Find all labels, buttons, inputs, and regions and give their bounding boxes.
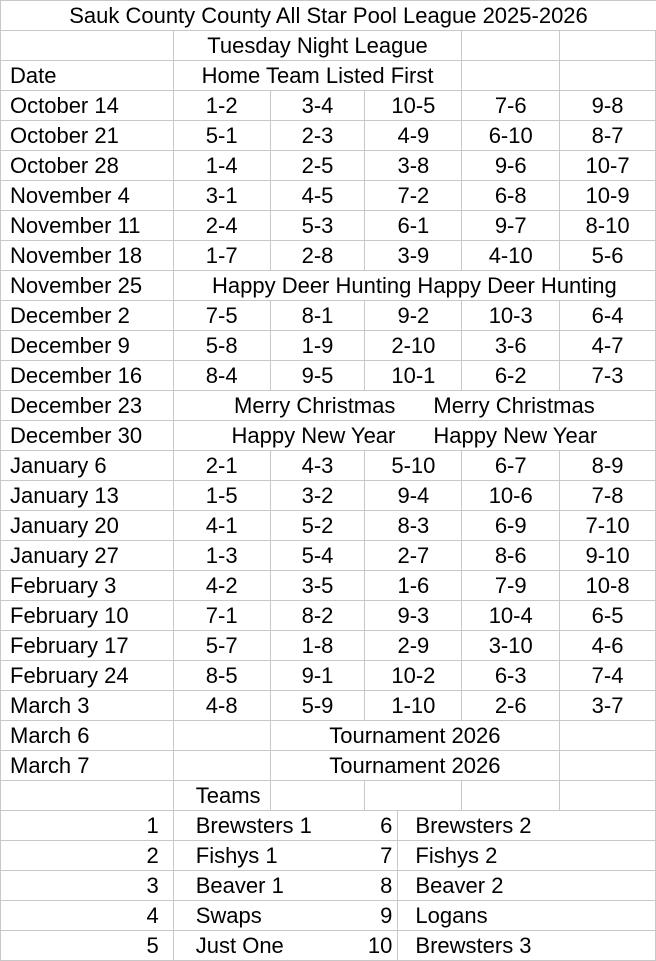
empty-cell	[1, 31, 174, 61]
date-cell: January 13	[1, 481, 174, 511]
date-cell: February 24	[1, 661, 174, 691]
date-cell: February 17	[1, 631, 174, 661]
schedule-row	[1, 211, 656, 241]
match-cell: 1-7	[174, 241, 271, 271]
empty-cell	[462, 31, 560, 61]
match-cell: 7-3	[560, 361, 656, 391]
match-cell: 2-4	[174, 211, 271, 241]
team-number: 3	[1, 871, 174, 901]
match-cell: 1-5	[174, 481, 271, 511]
schedule-row	[1, 91, 656, 121]
empty-cell	[174, 721, 271, 751]
match-cell: 5-3	[271, 211, 366, 241]
match-cell: 4-6	[560, 631, 656, 661]
team-name-cell	[174, 841, 399, 871]
team-name: Brewsters 2	[398, 811, 656, 841]
match-cell: 3-10	[462, 631, 560, 661]
match-cell: 10-5	[365, 91, 462, 121]
empty-cell	[560, 721, 656, 751]
match-cell: 7-10	[560, 511, 656, 541]
date-cell: October 14	[1, 91, 174, 121]
match-cell: 9-6	[462, 151, 560, 181]
schedule-row	[1, 121, 656, 151]
match-cell: 4-8	[174, 691, 271, 721]
header-row	[1, 61, 656, 91]
match-cell: 2-5	[271, 151, 366, 181]
empty-cell	[1, 781, 174, 811]
match-cell: 6-10	[462, 121, 560, 151]
team-name-cell	[174, 901, 399, 931]
match-cell: 7-9	[462, 571, 560, 601]
holiday-text: Happy New Year	[231, 422, 396, 448]
match-cell: 3-4	[271, 91, 366, 121]
date-cell: March 7	[1, 751, 174, 781]
empty-cell	[560, 751, 656, 781]
schedule-row	[1, 241, 656, 271]
match-cell: 3-9	[365, 241, 462, 271]
match-cell: 8-3	[365, 511, 462, 541]
match-cell: 3-2	[271, 481, 366, 511]
match-cell: 8-2	[271, 601, 366, 631]
match-cell: 4-7	[560, 331, 656, 361]
schedule-row	[1, 451, 656, 481]
match-cell: 2-3	[271, 121, 366, 151]
match-cell: 4-3	[271, 451, 366, 481]
team-name: Swaps	[195, 902, 262, 928]
match-cell: 6-7	[462, 451, 560, 481]
match-cell: 5-4	[271, 541, 366, 571]
match-cell: 6-2	[462, 361, 560, 391]
match-cell: 7-1	[174, 601, 271, 631]
empty-cell	[560, 781, 656, 811]
team-row	[1, 901, 656, 931]
team-row	[1, 811, 656, 841]
team-name: Fishys 2	[398, 841, 656, 871]
tournament-cell: Tournament 2026	[271, 751, 561, 781]
match-cell: 1-2	[174, 91, 271, 121]
tournament-row	[1, 721, 656, 751]
holiday-cell: Happy Deer Hunting Happy Deer Hunting	[174, 271, 656, 301]
team-number: 8	[380, 872, 393, 898]
date-cell: February 3	[1, 571, 174, 601]
match-cell: 5-7	[174, 631, 271, 661]
match-cell: 4-10	[462, 241, 560, 271]
team-row	[1, 871, 656, 901]
match-cell: 9-7	[462, 211, 560, 241]
schedule-row	[1, 361, 656, 391]
date-cell: December 16	[1, 361, 174, 391]
match-cell: 1-8	[271, 631, 366, 661]
team-number: 6	[380, 812, 393, 838]
match-cell: 6-5	[560, 601, 656, 631]
holiday-cell	[174, 421, 656, 451]
team-number: 4	[1, 901, 174, 931]
home-team-note: Home Team Listed First	[174, 61, 463, 91]
date-cell: January 27	[1, 541, 174, 571]
match-cell: 10-8	[560, 571, 656, 601]
match-cell: 5-9	[271, 691, 366, 721]
date-cell: January 20	[1, 511, 174, 541]
match-cell: 2-10	[365, 331, 462, 361]
holiday-text: Happy New Year	[433, 422, 598, 448]
match-cell: 8-5	[174, 661, 271, 691]
match-cell: 5-6	[560, 241, 656, 271]
match-cell: 5-2	[271, 511, 366, 541]
match-cell: 10-4	[462, 601, 560, 631]
match-cell: 9-4	[365, 481, 462, 511]
team-name-cell	[174, 931, 399, 961]
match-cell: 1-4	[174, 151, 271, 181]
match-cell: 7-5	[174, 301, 271, 331]
match-cell: 1-6	[365, 571, 462, 601]
schedule-row	[1, 181, 656, 211]
date-column-header: Date	[1, 61, 174, 91]
date-cell: November 4	[1, 181, 174, 211]
team-name: Fishys 1	[195, 842, 278, 868]
date-cell: November 11	[1, 211, 174, 241]
match-cell: 2-6	[462, 691, 560, 721]
team-number: 9	[380, 902, 393, 928]
date-cell: December 2	[1, 301, 174, 331]
date-cell: November 18	[1, 241, 174, 271]
empty-cell	[462, 61, 560, 91]
date-cell: March 3	[1, 691, 174, 721]
schedule-row	[1, 601, 656, 631]
date-cell: February 10	[1, 601, 174, 631]
match-cell: 9-10	[560, 541, 656, 571]
match-cell: 6-9	[462, 511, 560, 541]
team-number: 10	[367, 932, 393, 958]
team-name: Just One	[195, 932, 284, 958]
schedule-row	[1, 631, 656, 661]
match-cell: 2-7	[365, 541, 462, 571]
team-number: 2	[1, 841, 174, 871]
match-cell: 4-9	[365, 121, 462, 151]
team-name: Logans	[398, 901, 656, 931]
match-cell: 7-6	[462, 91, 560, 121]
team-name: Beaver 2	[398, 871, 656, 901]
schedule-row	[1, 301, 656, 331]
teams-header: Teams	[174, 781, 271, 811]
match-cell: 3-7	[560, 691, 656, 721]
holiday-cell	[174, 391, 656, 421]
date-cell: December 23	[1, 391, 174, 421]
team-number: 1	[1, 811, 174, 841]
match-cell: 7-2	[365, 181, 462, 211]
team-name-cell	[174, 871, 399, 901]
match-cell: 1-9	[271, 331, 366, 361]
empty-cell	[174, 751, 271, 781]
match-cell: 8-1	[271, 301, 366, 331]
empty-cell	[365, 781, 462, 811]
schedule-row	[1, 571, 656, 601]
schedule-row	[1, 151, 656, 181]
match-cell: 6-3	[462, 661, 560, 691]
empty-cell	[271, 781, 366, 811]
match-cell: 8-7	[560, 121, 656, 151]
match-cell: 6-4	[560, 301, 656, 331]
team-name: Brewsters 3	[398, 931, 656, 961]
team-name: Beaver 1	[195, 872, 284, 898]
date-cell: October 28	[1, 151, 174, 181]
team-name-cell	[174, 811, 399, 841]
match-cell: 3-6	[462, 331, 560, 361]
team-name: Brewsters 1	[195, 812, 312, 838]
date-cell: January 6	[1, 451, 174, 481]
subtitle-row	[1, 31, 656, 61]
match-cell: 10-6	[462, 481, 560, 511]
holiday-row	[1, 271, 656, 301]
holiday-text: Merry Christmas	[234, 392, 396, 418]
empty-cell	[462, 781, 560, 811]
match-cell: 7-8	[560, 481, 656, 511]
match-cell: 10-2	[365, 661, 462, 691]
match-cell: 1-3	[174, 541, 271, 571]
schedule-row	[1, 661, 656, 691]
match-cell: 9-3	[365, 601, 462, 631]
match-cell: 8-4	[174, 361, 271, 391]
match-cell: 2-9	[365, 631, 462, 661]
match-cell: 10-7	[560, 151, 656, 181]
holiday-row	[1, 391, 656, 421]
schedule-row	[1, 331, 656, 361]
team-row	[1, 931, 656, 961]
date-cell: December 30	[1, 421, 174, 451]
empty-cell	[560, 61, 656, 91]
date-cell: November 25	[1, 271, 174, 301]
match-cell: 4-2	[174, 571, 271, 601]
schedule-row	[1, 481, 656, 511]
match-cell: 7-4	[560, 661, 656, 691]
empty-cell	[560, 31, 656, 61]
match-cell: 5-10	[365, 451, 462, 481]
match-cell: 2-8	[271, 241, 366, 271]
title-row	[1, 1, 656, 31]
match-cell: 9-5	[271, 361, 366, 391]
schedule-row	[1, 511, 656, 541]
team-number: 7	[380, 842, 393, 868]
match-cell: 1-10	[365, 691, 462, 721]
date-cell: December 9	[1, 331, 174, 361]
match-cell: 8-6	[462, 541, 560, 571]
match-cell: 10-3	[462, 301, 560, 331]
holiday-row	[1, 421, 656, 451]
team-number: 5	[1, 931, 174, 961]
match-cell: 4-1	[174, 511, 271, 541]
match-cell: 5-1	[174, 121, 271, 151]
schedule-row	[1, 541, 656, 571]
page-title: Sauk County County All Star Pool League 2025-2026	[1, 1, 656, 31]
match-cell: 6-8	[462, 181, 560, 211]
team-row	[1, 841, 656, 871]
teams-header-row	[1, 781, 656, 811]
schedule-row	[1, 691, 656, 721]
match-cell: 4-5	[271, 181, 366, 211]
match-cell: 3-5	[271, 571, 366, 601]
match-cell: 9-1	[271, 661, 366, 691]
match-cell: 5-8	[174, 331, 271, 361]
match-cell: 6-1	[365, 211, 462, 241]
match-cell: 9-8	[560, 91, 656, 121]
match-cell: 3-8	[365, 151, 462, 181]
match-cell: 8-9	[560, 451, 656, 481]
match-cell: 2-1	[174, 451, 271, 481]
tournament-cell: Tournament 2026	[271, 721, 561, 751]
match-cell: 10-9	[560, 181, 656, 211]
match-cell: 9-2	[365, 301, 462, 331]
date-cell: October 21	[1, 121, 174, 151]
match-cell: 10-1	[365, 361, 462, 391]
holiday-text: Merry Christmas	[433, 392, 595, 418]
league-subtitle: Tuesday Night League	[174, 31, 463, 61]
match-cell: 8-10	[560, 211, 656, 241]
tournament-row	[1, 751, 656, 781]
date-cell: March 6	[1, 721, 174, 751]
match-cell: 3-1	[174, 181, 271, 211]
